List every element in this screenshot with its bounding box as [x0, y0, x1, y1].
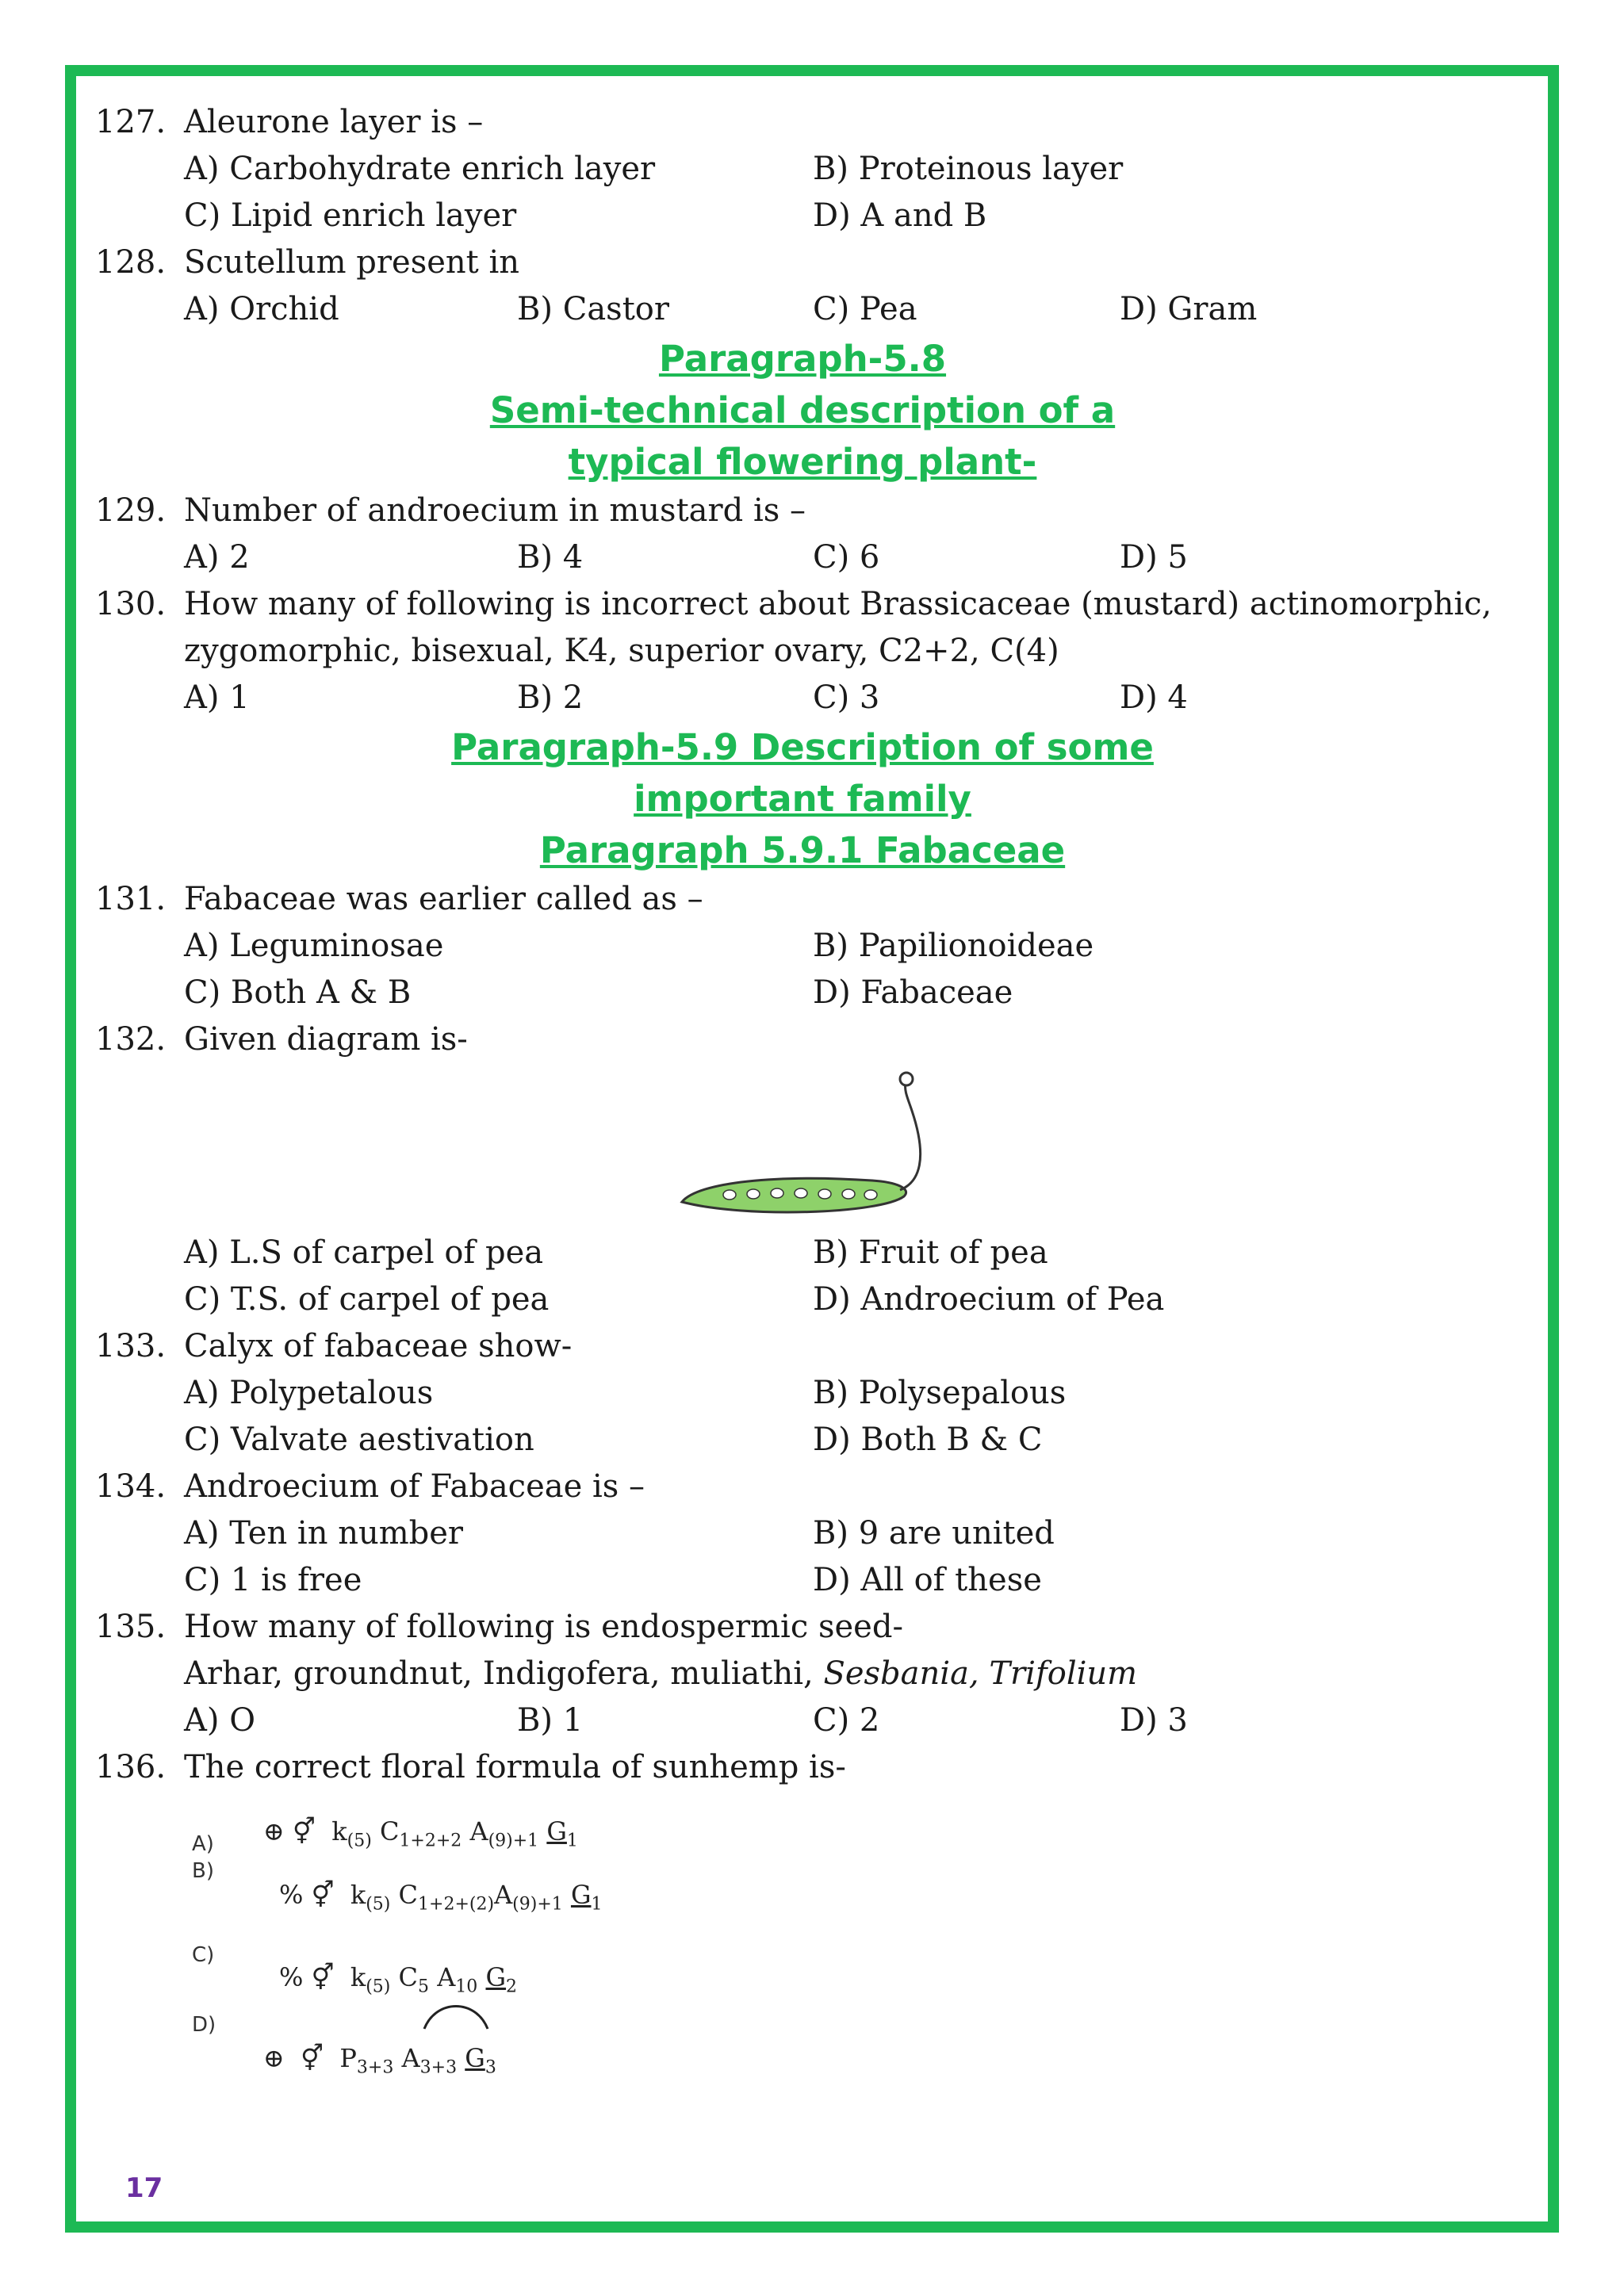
option-b: B) Fruit of pea — [813, 1234, 1048, 1271]
option-d: D) Androecium of Pea — [813, 1281, 1165, 1318]
stigma — [900, 1073, 913, 1085]
option-d: D) Both B & C — [813, 1422, 1043, 1458]
options-row — [95, 1230, 1522, 1276]
option-b: B) Papilionoideae — [813, 928, 1094, 964]
question-number: 130. — [95, 586, 167, 622]
question-135-cont — [95, 1651, 1522, 1697]
floral-formula-options — [95, 1791, 1522, 2092]
option-a: A) L.S of carpel of pea — [184, 1234, 544, 1271]
floral-formula-a — [263, 1808, 578, 1864]
option-a: A) 1 — [184, 679, 250, 716]
perianth-sub: 3+3 — [356, 2057, 394, 2078]
question-text: Scutellum present in — [184, 244, 520, 281]
option-a: A) Orchid — [184, 291, 339, 327]
option-b: B) 1 — [517, 1702, 584, 1739]
option-d: D) Gram — [1120, 291, 1258, 327]
option-a: A) Carbohydrate enrich layer — [184, 151, 656, 187]
question-number: 132. — [95, 1021, 167, 1058]
androecium-sub: (9)+1 — [488, 1831, 539, 1851]
floral-formula-d — [263, 2035, 496, 2091]
option-c: C) Both A & B — [184, 974, 412, 1011]
gynoecium-sub: 1 — [591, 1894, 603, 1915]
page-number: 17 — [125, 2172, 163, 2204]
option-c: C) Lipid enrich layer — [184, 197, 517, 234]
question-number: 131. — [95, 881, 167, 917]
question-text-continued — [184, 1651, 1137, 1697]
options-row — [95, 1557, 1522, 1604]
option-a: A) O — [184, 1702, 255, 1739]
option-b: B) Polysepalous — [813, 1375, 1067, 1411]
question-number: 136. — [95, 1749, 167, 1785]
gynoecium-g: G — [465, 2043, 485, 2073]
question-number: 129. — [95, 492, 167, 529]
bisexual-symbol: ⚥ — [311, 1962, 335, 1992]
gynoecium-sub: 3 — [485, 2057, 496, 2078]
option-b: B) 4 — [517, 539, 584, 576]
bisexual-symbol: ⚥ — [311, 1880, 335, 1910]
question-text: How many of following is endospermic seed- — [184, 1609, 903, 1645]
pea-pod-diagram — [95, 1063, 1522, 1230]
bisexual-symbol: ⚥ — [292, 1816, 316, 1846]
option-c: C) 3 — [813, 679, 880, 716]
floral-formula-b — [279, 1872, 603, 1927]
zygomorphic-symbol: % — [279, 1962, 304, 1992]
option-a: A) Polypetalous — [184, 1375, 434, 1411]
calyx-k: k — [350, 1962, 366, 1992]
question-131 — [95, 876, 1522, 923]
corolla-c: C — [379, 1816, 400, 1846]
question-130-cont — [95, 628, 1522, 675]
question-number: 134. — [95, 1468, 167, 1505]
formula-label-c: C) — [192, 1943, 215, 1967]
page-content — [95, 99, 1522, 2092]
formula-label-d: D) — [192, 2013, 216, 2037]
option-c: C) T.S. of carpel of pea — [184, 1281, 550, 1318]
option-c: C) Valvate aestivation — [184, 1422, 534, 1458]
options-row — [95, 193, 1522, 239]
option-b: B) Proteinous layer — [813, 151, 1124, 187]
question-136 — [95, 1744, 1522, 1791]
options-row — [95, 534, 1522, 581]
question-text: How many of following is incorrect about Brassicaceae (mustard) actinomorphic, — [184, 586, 1492, 622]
question-number: 135. — [95, 1609, 167, 1645]
options-row — [95, 923, 1522, 970]
options-row — [95, 970, 1522, 1016]
question-134 — [95, 1464, 1522, 1510]
seed-list: Arhar, groundnut, Indigofera, muliathi, — [184, 1655, 814, 1692]
option-c: C) 2 — [813, 1702, 880, 1739]
zygomorphic-symbol: % — [279, 1880, 304, 1910]
androecium-a: A — [401, 2043, 420, 2073]
androecium-a: A — [494, 1880, 513, 1910]
question-130 — [95, 581, 1522, 628]
question-text: Androecium of Fabaceae is – — [184, 1468, 645, 1505]
adhesion-arc — [420, 1999, 492, 2030]
corolla-c: C — [398, 1880, 419, 1910]
gynoecium-sub: 1 — [566, 1831, 578, 1851]
question-text: Given diagram is- — [184, 1021, 468, 1058]
options-row — [95, 1510, 1522, 1557]
corolla-sub: 5 — [418, 1976, 430, 1997]
calyx-k: k — [350, 1880, 366, 1910]
question-133 — [95, 1323, 1522, 1370]
question-132 — [95, 1016, 1522, 1063]
style-stalk — [900, 1083, 921, 1190]
section-heading: important family — [634, 778, 971, 820]
option-a: A) 2 — [184, 539, 250, 576]
option-d: D) 3 — [1120, 1702, 1188, 1739]
option-d: D) Fabaceae — [813, 974, 1013, 1011]
actinomorphic-symbol: ⊕ — [263, 1816, 285, 1846]
corolla-sub: 1+2+2 — [399, 1831, 462, 1851]
bisexual-symbol: ⚥ — [301, 2043, 324, 2073]
option-c: C) 1 is free — [184, 1562, 362, 1598]
option-d: D) 5 — [1120, 539, 1188, 576]
option-d: D) 4 — [1120, 679, 1188, 716]
options-row — [95, 1276, 1522, 1323]
section-heading: typical flowering plant- — [568, 441, 1037, 483]
gynoecium-sub: 2 — [506, 1976, 518, 1997]
question-number: 128. — [95, 244, 167, 281]
question-text: Aleurone layer is – — [184, 104, 484, 140]
androecium-sub: (9)+1 — [512, 1894, 563, 1915]
option-b: B) Castor — [517, 291, 669, 327]
option-b: B) 2 — [517, 679, 584, 716]
gynoecium-g: G — [570, 1880, 592, 1910]
androecium-sub: 10 — [455, 1976, 478, 1997]
question-number: 133. — [95, 1328, 167, 1364]
perianth-p: P — [339, 2043, 357, 2073]
actinomorphic-symbol: ⊕ — [263, 2043, 285, 2073]
question-text: Number of androecium in mustard is – — [184, 492, 806, 529]
option-d: D) A and B — [813, 197, 987, 234]
calyx-k: k — [331, 1816, 347, 1846]
option-a: A) Ten in number — [184, 1515, 464, 1552]
calyx-sub: (5) — [366, 1894, 391, 1915]
pea-pod-illustration — [95, 1063, 1522, 1230]
formula-label-a: A) — [192, 1832, 214, 1856]
question-text-continued: zygomorphic, bisexual, K4, superior ovary, C2+2, C(4) — [184, 633, 1059, 669]
section-heading: Paragraph-5.9 Description of some — [451, 726, 1154, 768]
options-row — [95, 1697, 1522, 1744]
androecium-a: A — [469, 1816, 488, 1846]
question-text: The correct floral formula of sunhemp is- — [184, 1749, 846, 1785]
options-row — [95, 1370, 1522, 1417]
options-row — [95, 286, 1522, 333]
option-c: C) 6 — [813, 539, 880, 576]
seed-list-italic: Sesbania, Trifolium — [823, 1655, 1138, 1692]
option-d: D) All of these — [813, 1562, 1042, 1598]
formula-label-b: B) — [192, 1859, 214, 1883]
question-text: Fabaceae was earlier called as – — [184, 881, 703, 917]
options-row — [95, 675, 1522, 721]
calyx-sub: (5) — [366, 1976, 391, 1997]
corolla-c: C — [398, 1962, 419, 1992]
option-a: A) Leguminosae — [184, 928, 444, 964]
section-heading: Paragraph-5.8 — [658, 338, 947, 380]
question-129 — [95, 488, 1522, 534]
calyx-sub: (5) — [347, 1831, 372, 1851]
section-heading: Semi-technical description of a — [489, 389, 1116, 431]
section-heading: Paragraph 5.9.1 Fabaceae — [539, 829, 1066, 871]
question-text: Calyx of fabaceae show- — [184, 1328, 573, 1364]
gynoecium-g: G — [485, 1962, 507, 1992]
option-b: B) 9 are united — [813, 1515, 1055, 1552]
question-127 — [95, 99, 1522, 146]
androecium-a: A — [437, 1962, 456, 1992]
androecium-sub: 3+3 — [419, 2057, 458, 2078]
gynoecium-g: G — [546, 1816, 567, 1846]
options-row — [95, 146, 1522, 193]
question-number: 127. — [95, 104, 167, 140]
question-135 — [95, 1604, 1522, 1651]
option-c: C) Pea — [813, 291, 917, 327]
question-128 — [95, 239, 1522, 286]
corolla-sub: 1+2+(2) — [418, 1894, 495, 1915]
options-row — [95, 1417, 1522, 1464]
